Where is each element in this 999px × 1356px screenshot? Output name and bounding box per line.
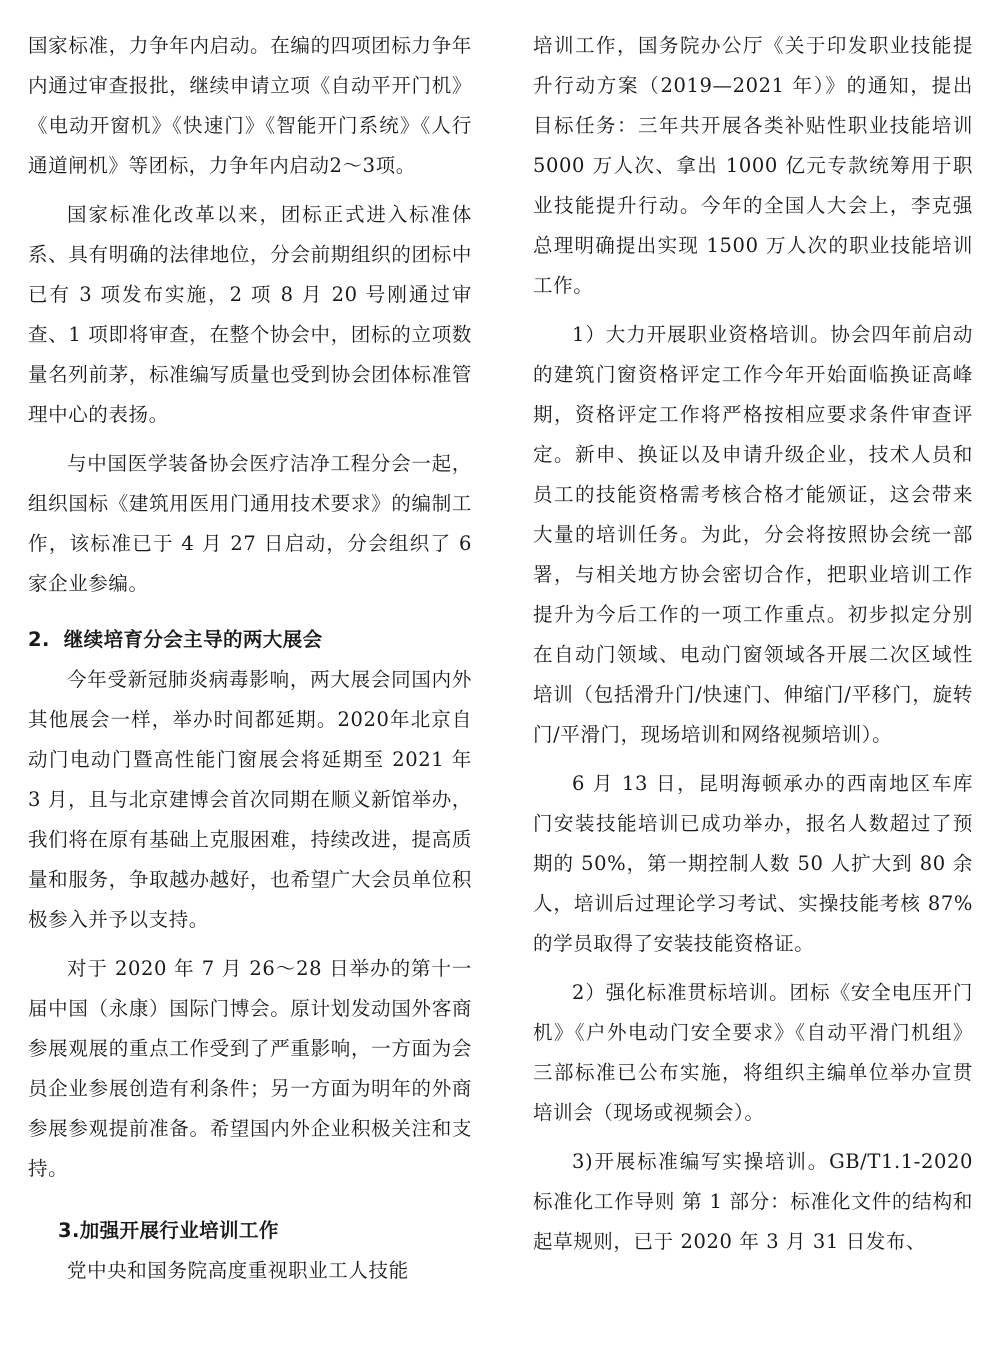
paragraph: 2）强化标准贯标培训。团标《安全电压开门机》《户外电动门安全要求》《自动平滑门机组》三部标准已公布实施，将组织主编单位举办宣贯培训会（现场或视频会）。 <box>533 981 973 1124</box>
paragraph: 对于 2020 年 7 月 26～28 日举办的第十一届中国（永康）国际门博会。原计划发动国外客商参展观展的重点工作受到了严重影响，一方面为会员企业参展创造有利条件；另一方面为明年的外商参展参观提前准备。希望国内外企业积极关注和支持。 <box>28 957 472 1180</box>
paragraph: 培训工作，国务院办公厅《关于印发职业技能提升行动方案（2019—2021 年）》的通知，提出目标任务：三年共开展各类补贴性职业技能培训 5000 万人次、拿出 1000 亿元专款统筹用于职业技能提升行动。今年的全国人大会上，李克强总理明确提出实现 1500 万人次的职业技能培训工作。 <box>533 34 973 297</box>
section-title: 加强开展行业培训工作 <box>79 1219 279 1242</box>
paragraph: 国家标准化改革以来，团标正式进入标准体系、具有明确的法律地位，分会前期组织的团标中已有 3 项发布实施，2 项 8 月 20 号刚通过审查、1 项即将审查，在整个协会中，团标的立项数量名列前茅，标准编写质量也受到协会团体标准管理中心的表扬。 <box>28 203 472 426</box>
paragraph: 1）大力开展职业资格培训。协会四年前启动的建筑门窗资格评定工作今年开始面临换证高峰期，资格评定工作将严格按相应要求条件审查评定。新申、换证以及申请升级企业，技术人员和员工的技能资格需考核合格才能颁证，这会带来大量的培训任务。为此，分会将按照协会统一部署，与相关地方协会密切合作，把职业培训工作提升为今后工作的一项工作重点。初步拟定分别在自动门领域、电动门窗领域各开展二次区域性培训（包括滑升门/快速门、伸缩门/平移门，旋转门/平滑门，现场培训和网络视频培训）。 <box>533 323 973 746</box>
paragraph: 6 月 13 日，昆明海顿承办的西南地区车库门安装技能培训已成功举办，报名人数超过了预期的 50%，第一期控制人数 50 人扩大到 80 余人，培训后过理论学习考试、实操技能考核 87%的学员取得了安装技能资格证。 <box>533 772 973 955</box>
paragraph: 国家标准，力争年内启动。在编的四项团标力争年内通过审查报批，继续申请立项《自动平开门机》《电动开窗机》《快速门》《智能开门系统》《人行通道闸机》等团标，力争年内启动2～3项。 <box>28 34 472 177</box>
section-number: 2. <box>28 628 50 651</box>
paragraph: 3)开展标准编写实操培训。GB/T1.1-2020 标准化工作导则 第 1 部分：标准化文件的结构和起草规则，已于 2020 年 3 月 31 日发布、 <box>533 1150 973 1253</box>
left-column <box>28 26 472 1291</box>
paragraph: 与中国医学装备协会医疗洁净工程分会一起，组织国标《建筑用医用门通用技术要求》的编制工作，该标准已于 4 月 27 日启动，分会组织了 6 家企业参编。 <box>28 452 472 595</box>
section-number: 3. <box>58 1219 80 1242</box>
paragraph: 今年受新冠肺炎病毒影响，两大展会同国内外其他展会一样，举办时间都延期。2020年北京自动门电动门暨高性能门窗展会将延期至 2021 年 3 月，且与北京建博会首次同期在顺义新馆举办，我们将在原有基础上克服困难，持续改进，提高质量和服务，争取越办越好，也希望广大会员单位积极参入并予以支持。 <box>28 668 472 931</box>
paragraph: 党中央和国务院高度重视职业工人技能 <box>67 1259 409 1282</box>
section-title: 继续培育分会主导的两大展会 <box>63 628 323 651</box>
right-column <box>533 26 973 1262</box>
section-heading <box>28 620 472 660</box>
section-heading <box>28 1211 472 1251</box>
